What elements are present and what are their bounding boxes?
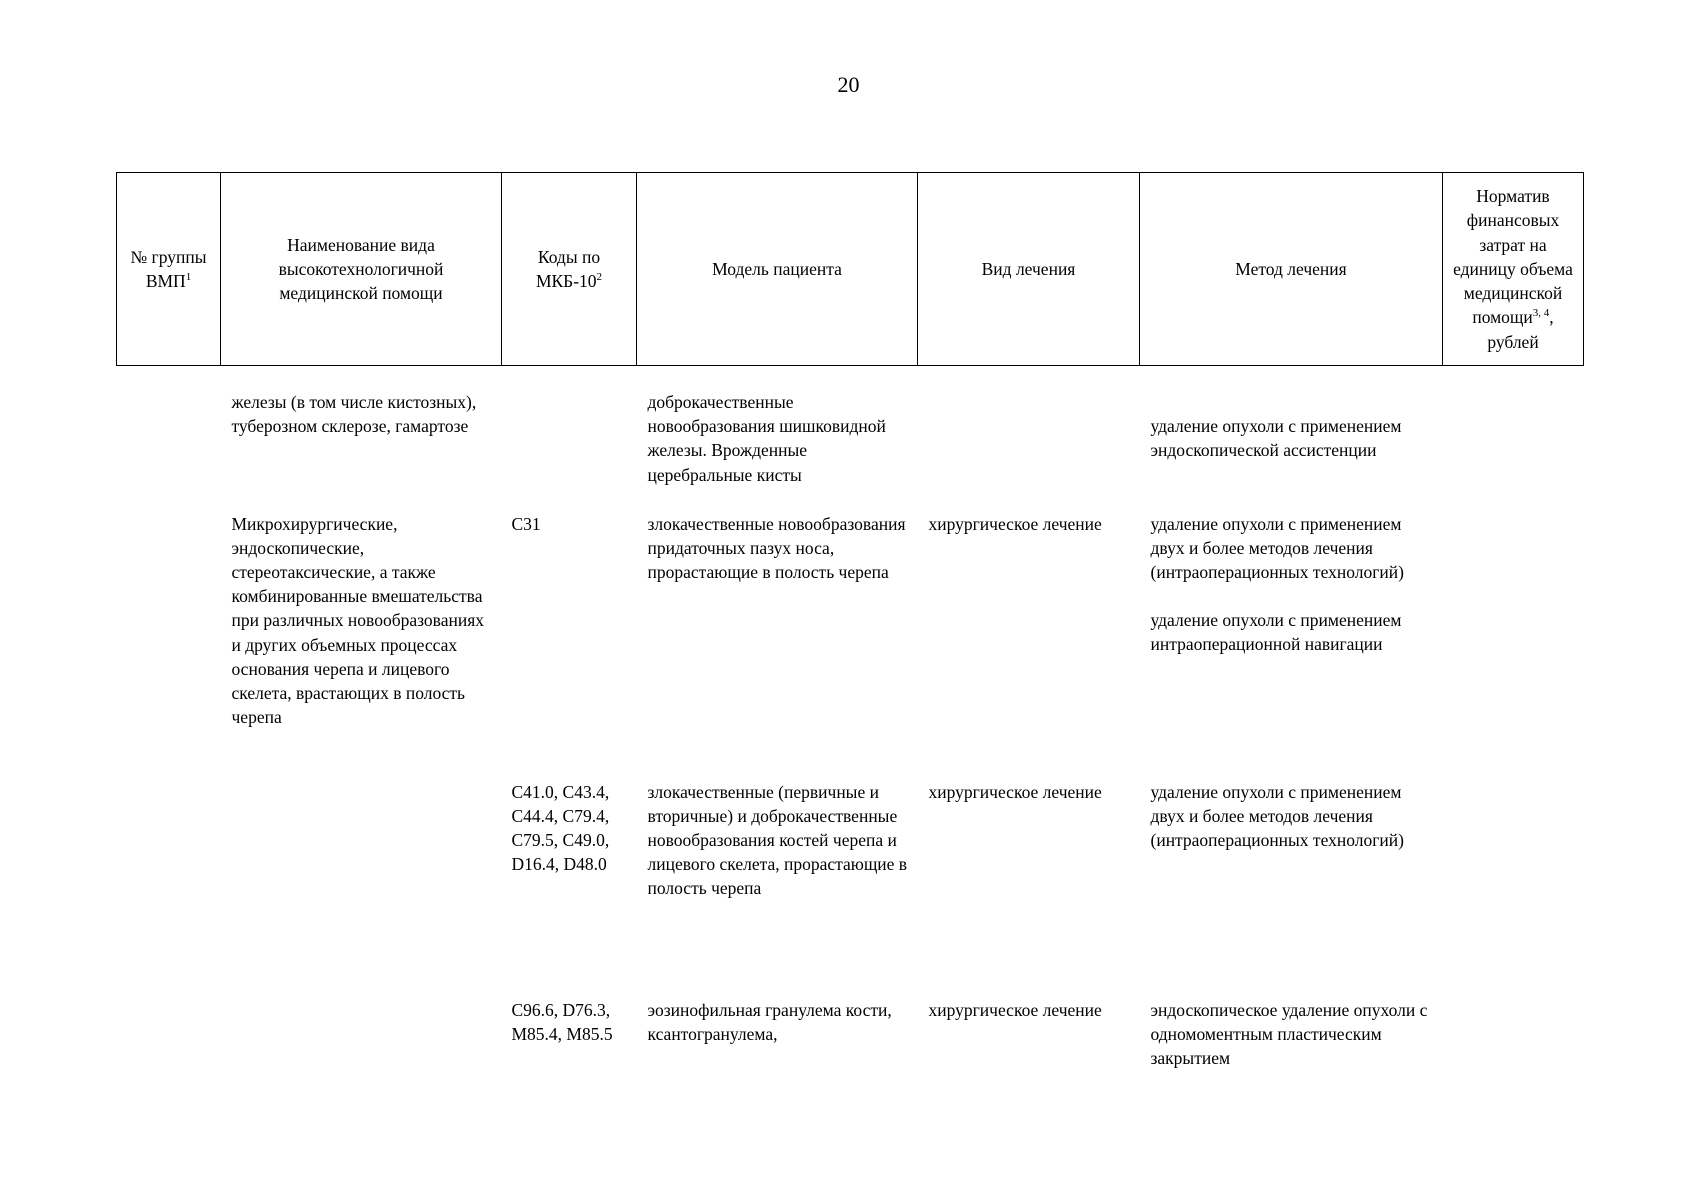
norm-cell [1443, 998, 1584, 1071]
group-no-cell [117, 366, 221, 512]
header-treatment-type: Вид лечения [918, 173, 1140, 366]
group-no-cell [117, 512, 221, 780]
vmp-table [116, 172, 1584, 1070]
treatment-method-item: удаление опухоли с применением двух и более методов лечения (интраоперационных технологий) [1150, 513, 1404, 582]
page-number: 20 [837, 72, 860, 97]
header-type-name: Наименование вида высокотехнологичной медицинской помощи [221, 173, 502, 366]
treatment-type-cell: хирургическое лечение [928, 513, 1102, 534]
treatment-method-cell [1140, 998, 1443, 1071]
table-row [117, 998, 1584, 1071]
type-name-cell [221, 998, 502, 1071]
treatment-type-cell: хирургическое лечение [928, 999, 1102, 1020]
treatment-method-item: эндоскопическое удаление опухоли с одномоментным пластическим закрытием [1150, 999, 1428, 1068]
table-row [117, 512, 1584, 780]
patient-model-cell: злокачественные новообразования придаточных пазух носа, прорастающие в полость черепа [647, 513, 906, 582]
header-treatment-method: Метод лечения [1140, 173, 1443, 366]
header-patient-model: Модель пациента [637, 173, 918, 366]
norm-cell [1443, 366, 1584, 512]
norm-cell [1443, 512, 1584, 780]
type-name-cell [221, 780, 502, 998]
codes-cell [502, 366, 637, 512]
patient-model-cell: эозинофильная гранулема кости, ксантогранулема, [647, 999, 892, 1044]
table-row [117, 366, 1584, 512]
norm-cell [1443, 780, 1584, 998]
treatment-method-cell [1140, 366, 1443, 512]
codes-cell: C96.6, D76.3, M85.4, M85.5 [511, 999, 613, 1044]
header-codes: Коды по МКБ-$10^2$ [502, 173, 637, 366]
group-no-cell [117, 780, 221, 998]
type-name-cell: железы (в том числе кистозных), туберозном склерозе, гамартозе [231, 392, 477, 437]
header-norm: Норматив финансовых затрат на единицу объема медицинской помощи$^{3, 4}$, рублей [1443, 173, 1584, 366]
treatment-method-cell [1140, 780, 1443, 998]
type-name-cell: Микрохирургические, эндоскопические, стереотаксические, а также комбинированные вмешательства при различных новообразованиях и других объемных процессах основания черепа и лицевого скелета, врастающих в полость черепа [231, 513, 485, 728]
codes-cell: C41.0, C43.4, C44.4, C79.4, C79.5, C49.0, D16.4, D48.0 [511, 781, 610, 875]
patient-model-cell: злокачественные (первичные и вторичные) и доброкачественные новообразования костей черепа и лицевого скелета, прорастающие в полость черепа [647, 781, 908, 899]
treatment-type-cell: хирургическое лечение [928, 781, 1102, 802]
treatment-type-cell [918, 366, 1140, 512]
group-no-cell [117, 998, 221, 1071]
table-header [117, 173, 1584, 366]
treatment-method-item: удаление опухоли с применением интраоперационной навигации [1150, 610, 1402, 655]
treatment-method-cell [1140, 512, 1443, 780]
header-group-no: № группы ВМП$^1$ [117, 173, 221, 366]
table-row [117, 780, 1584, 998]
treatment-method-item: удаление опухоли с применением эндоскопической ассистенции [1150, 416, 1402, 461]
patient-model-cell: доброкачественные новообразования шишковидной железы. Врожденные церебральные кисты [647, 392, 886, 485]
codes-cell: C31 [511, 513, 541, 534]
treatment-method-item: удаление опухоли с применением двух и более методов лечения (интраоперационных технологий) [1150, 781, 1404, 850]
